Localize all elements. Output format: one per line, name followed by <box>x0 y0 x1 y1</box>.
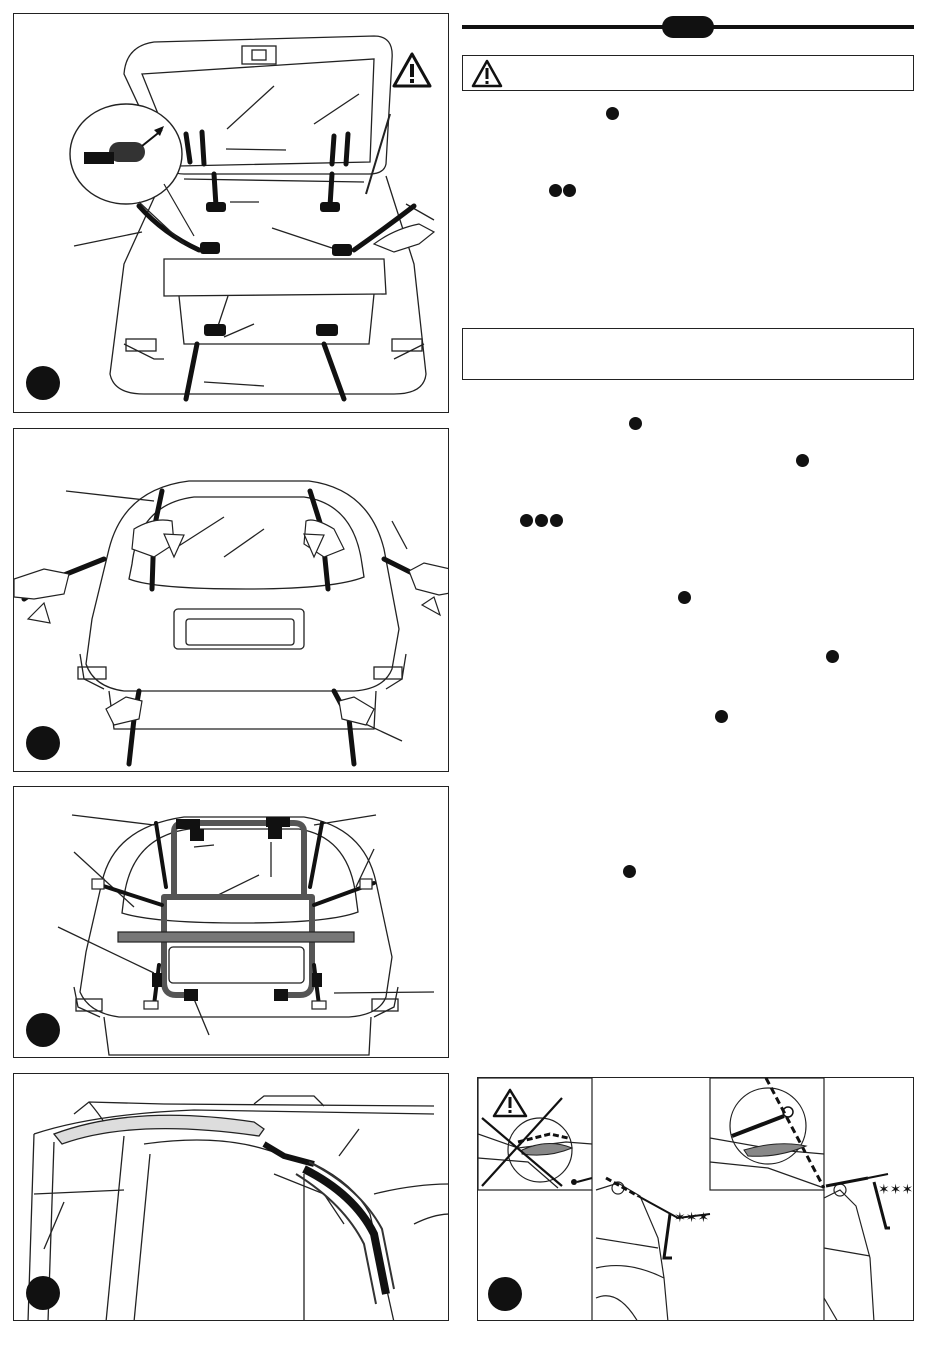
figure-4-drawing <box>14 1074 449 1321</box>
step-number-badge <box>26 726 60 760</box>
figure-3-drawing <box>14 787 449 1058</box>
warning-triangle-icon <box>394 54 430 86</box>
figure-ref-bullet <box>796 454 809 467</box>
figure-ref-bullet <box>550 514 563 527</box>
step-number-badge <box>26 1276 60 1310</box>
figure-ref-bullet <box>535 514 548 527</box>
svg-text:✶✶✶: ✶✶✶ <box>878 1181 914 1197</box>
figure-3-panel <box>13 786 449 1058</box>
figure-ref-bullet <box>623 865 636 878</box>
figure-ref-bullet <box>520 514 533 527</box>
figure-2-drawing <box>14 429 449 772</box>
figure-ref-bullet <box>715 710 728 723</box>
svg-text:✶✶✶: ✶✶✶ <box>674 1209 710 1225</box>
warning-triangle-icon <box>494 1090 526 1116</box>
figure-5-panel <box>477 1077 914 1321</box>
figure-5-drawing <box>478 1078 914 1321</box>
step-number-badge <box>26 366 60 400</box>
note-box <box>462 328 914 380</box>
figure-ref-bullet <box>563 184 576 197</box>
figure-ref-bullet <box>549 184 562 197</box>
figure-1-panel <box>13 13 449 413</box>
figure-ref-bullet <box>826 650 839 663</box>
figure-4-panel <box>13 1073 449 1321</box>
figure-1-drawing <box>14 14 449 413</box>
step-number-badge <box>26 1013 60 1047</box>
figure-2-panel <box>13 428 449 772</box>
warning-triangle-icon <box>469 56 505 90</box>
figure-ref-bullet <box>678 591 691 604</box>
language-badge <box>662 16 714 38</box>
step-number-badge <box>488 1277 522 1311</box>
warning-box <box>462 55 914 91</box>
figure-ref-bullet <box>629 417 642 430</box>
figure-ref-bullet <box>606 107 619 120</box>
